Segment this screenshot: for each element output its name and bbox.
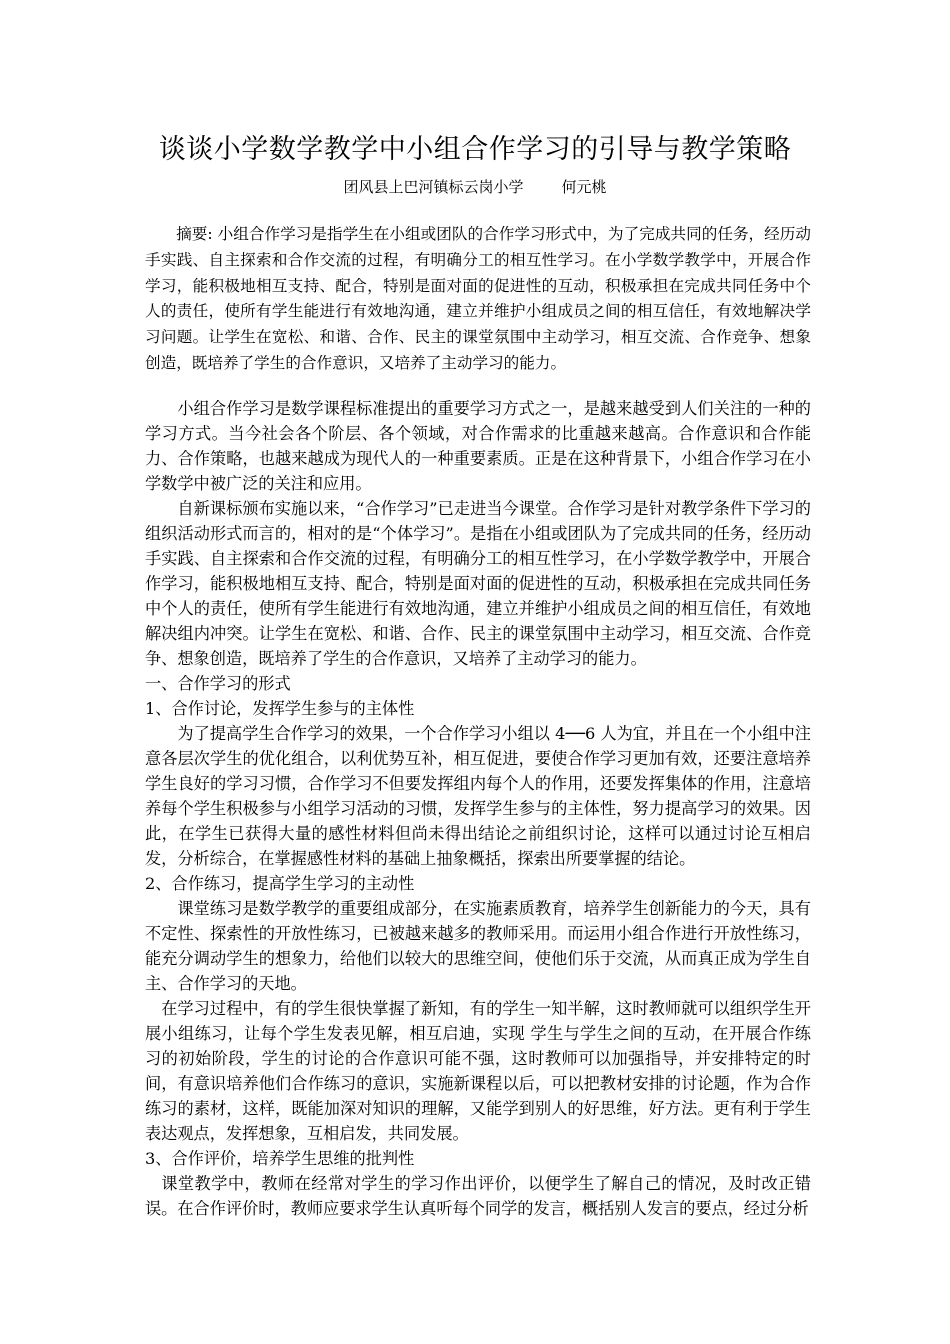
subsection-heading: 2、合作练习，提高学生学习的主动性 [145,874,415,893]
body-paragraph: 小组合作学习是数学课程标准提出的重要学习方式之一，是越来越受到人们关注的一种的学习方式。当今社会各个阶层、各个领域，对合作需求的比重越来越高。合作意识和合作能力、合作策略，也越来越成为现代人的一种重要素质。正是在这种背景下，小组合作学习在小学数学中被广泛的关注和应用。 [145,399,811,493]
author-name: 何元桃 [561,178,607,196]
author-school: 团风县上巴河镇标云岗小学 [343,178,524,196]
author-byline [0,176,950,198]
body-paragraph: 课堂教学中，教师在经常对学生的学习作出评价，以便学生了解自己的情况，及时改正错误。在合作评价时，教师应要求学生认真听每个同学的发言，概括别人发言的要点，经过分析 [145,1174,811,1218]
body-paragraph: 在学习过程中，有的学生很快掌握了新知，有的学生一知半解，这时教师就可以组织学生开展小组练习，让每个学生发表见解，相互启迪，实现 学生与学生之间的互动，在开展合作练习的初始阶段，学生的讨论的合作意识可能不强，这时教师可以加强指导，并安排特定的时间，有意识培养他们合作练习的意识，实施新课程以后，可以把教材安排的讨论题，作为合作练习的素材，这样，既能加深对知识的理解，又能学到别人的好思维，好方法。更有利于学生表达观点，发挥想象，互相启发，共同发展。 [145,999,811,1143]
subsection-heading: 1、合作讨论，发挥学生参与的主体性 [145,699,415,718]
subsection-heading: 3、合作评价，培养学生思维的批判性 [145,1149,415,1168]
document-title: 谈谈小学数学教学中小组合作学习的引导与教学策略 [158,134,792,165]
body-paragraph: 自新课标颁布实施以来，“合作学习”已走进当今课堂。合作学习是针对教学条件下学习的组织活动形式而言的，相对的是“个体学习”。是指在小组或团队为了完成共同的任务，经历动手实践、自主探索和合作交流的过程，有明确分工的相互性学习，在小学数学教学中，开展合作学习，能积极地相互支持、配合，特别是面对面的促进性的互动，积极承担在完成共同任务中个人的责任，使所有学生能进行有效地沟通，建立并维护小组成员之间的相互信任，有效地解决组内冲突。让学生在宽松、和谐、合作、民主的课堂氛围中主动学习，相互交流、合作竞争、想象创造，既培养了学生的合作意识，又培养了主动学习的能力。 [145,499,811,668]
body-paragraph: 为了提高学生合作学习的效果，一个合作学习小组以 4──6 人为宜，并且在一个小组中注意各层次学生的优化组合，以利优势互补，相互促进，要使合作学习更加有效，还要注意培养学生良好的学习习惯，合作学习不但要发挥组内每个人的作用，还要发挥集体的作用，注意培养每个学生积极参与小组学习活动的习惯，发挥学生参与的主体性，努力提高学习的效果。因此，在学生已获得大量的感性材料但尚未得出结论之前组织讨论，这样可以通过讨论互相启发，分析综合，在掌握感性材料的基础上抽象概括，探索出所要掌握的结论。 [145,724,811,868]
section-heading: 一、合作学习的形式 [145,674,291,693]
document-body [145,396,811,1221]
abstract: 摘要: 小组合作学习是指学生在小组或团队的合作学习形式中，为了完成共同的任务，经历动手实践、自主探索和合作交流的过程，有明确分工的相互性学习。在小学数学教学中，开展合作学习，能积极地相互支持、配合，特别是面对面的促进性的互动，积极承担在完成共同任务中个人的责任，使所有学生能进行有效地沟通，建立并维护小组成员之间的相互信任，有效地解决学习问题。让学生在宽松、和谐、合作、民主的课堂氛围中主动学习，相互交流、合作竞争、想象创造，既培养了学生的合作意识，又培养了主动学习的能力。 [145,225,811,372]
body-paragraph: 课堂练习是数学教学的重要组成部分，在实施素质教育，培养学生创新能力的今天，具有不定性、探索性的开放性练习，已被越来越多的教师采用。而运用小组合作进行开放性练习，能充分调动学生的想象力，给他们以较大的思维空间，使他们乐于交流，从而真正成为学生自主、合作学习的天地。 [145,899,811,993]
